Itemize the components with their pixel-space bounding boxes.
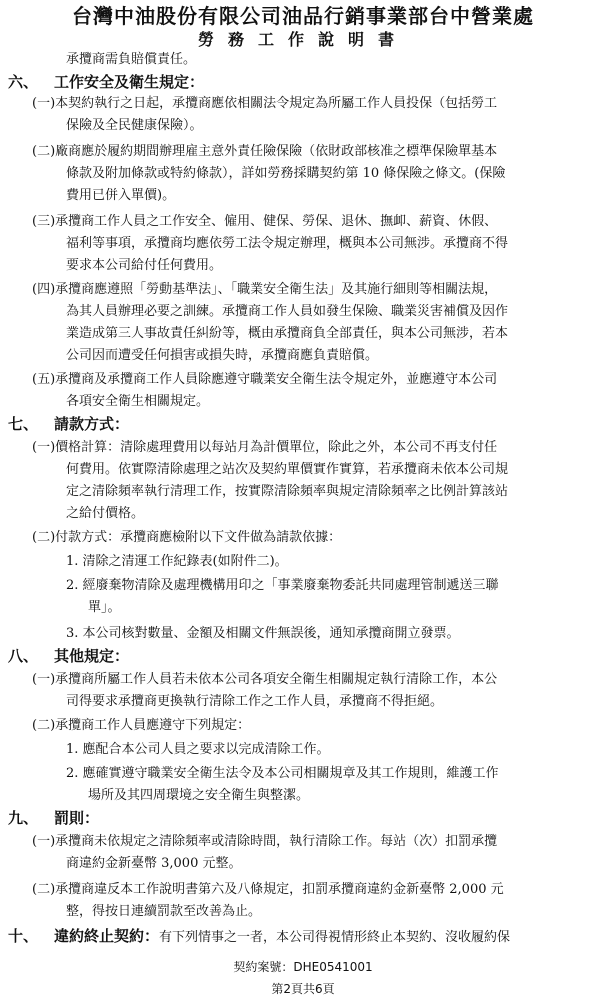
section-heading-8 [8,646,129,666]
list-item: (三)承攬商工作人員之工作安全、僱用、健保、勞保、退休、撫卹、薪資、休假、 [32,214,498,229]
text-line: 單」。 [88,600,121,615]
list-item: (二)承攬商違反本工作說明書第六及八條規定，扣罰承攬商違約金新臺幣 2,000 元 [32,882,504,897]
text-line: 各項安全衛生相關規定。 [66,394,210,409]
text-line: 之給付價格。 [66,506,145,521]
section-title: 請款方式： [54,415,130,433]
section-heading-10 [8,926,510,948]
sub-list-item: 1. 清除之清運工作紀錄表(如附件二)。 [66,554,288,569]
text-line: 為其人員辦理必要之訓練。承攬商工作人員如發生保險、職業災害補償及因作 [66,304,509,319]
document-title: 台灣中油股份有限公司油品行銷事業部台中營業處 [72,4,534,28]
sub-list-item: 2. 經廢棄物清除及處理機構用印之「事業廢棄物委託共同處理管制遞送三聯 [66,578,499,593]
section-number: 十、 [8,927,39,945]
sub-list-item: 1. 應配合本公司人員之要求以完成清除工作。 [66,742,330,757]
list-item: (二)廠商應於履約期間辦理雇主意外責任險保險（依財政部核准之標準保險單基本 [32,144,498,159]
text-line: 何費用。依實際清除處理之站次及契約單價實作實算，若承攬商未依本公司規 [66,462,509,477]
sub-list-item: 3. 本公司核對數量、金額及相關文件無誤後，通知承攬商開立發票。 [66,626,460,641]
section-number: 七、 [8,415,39,433]
list-item: (二)付款方式：承攬商應檢附以下文件做為請款依據： [32,530,342,545]
text-line: 場所及其四周環境之安全衛生與整潔。 [88,788,310,803]
text-line: 條款及附加條款或特約條款），詳如勞務採購契約第 10 條保險之條文。(保險 [66,166,506,181]
text-line: 有下列情事之一者，本公司得視情形終止本契約、沒收履約保 [159,930,511,945]
document-subtitle: 勞務工作說明書 [197,30,408,49]
list-item: (五)承攬商及承攬商工作人員除應遵守職業安全衛生法令規定外，並應遵守本公司 [32,372,498,387]
text-line: 業造成第三人事故責任糾紛等，概由承攬商負全部責任，與本公司無涉，若本 [66,326,509,341]
section-number: 九、 [8,809,39,827]
text-line: 承攬商需負賠償責任。 [66,52,197,67]
text-line: 整，得按日連續罰款至改善為止。 [66,904,262,919]
section-heading-7 [8,414,129,434]
text-line: 公司因而遭受任何損害或損失時，承攬商應負責賠償。 [66,348,379,363]
text-line: 保險及全民健康保險）。 [66,118,203,133]
contract-number: 契約案號：DHE0541001 [233,960,373,974]
section-title: 工作安全及衛生規定： [54,73,205,91]
section-number: 八、 [8,647,39,665]
text-line: 定之清除頻率執行清理工作，按實際清除頻率與規定清除頻率之比例計算該站 [66,484,509,499]
section-number: 六、 [8,73,39,91]
section-title: 罰則： [54,809,100,827]
text-line: 要求本公司給付任何費用。 [66,258,223,273]
list-item: (二)承攬商工作人員應遵守下列規定： [32,718,251,733]
list-item: (一)本契約執行之日起，承攬商應依相關法令規定為所屬工作人員投保（包括勞工 [32,96,498,111]
section-heading-9 [8,808,99,828]
list-item: (四)承攬商應遵照「勞動基準法」、「職業安全衛生法」及其施行細則等相關法規， [32,282,498,297]
text-line: 福利等事項，承攬商均應依勞工法令規定辦理，概與本公司無涉。承攬商不得 [66,236,509,251]
list-item: (一)價格計算：清除處理費用以每站月為計價單位，除此之外，本公司不再支付任 [32,440,498,455]
text-line: 費用已併入單價)。 [66,188,176,203]
section-heading-6 [8,72,204,92]
section-title: 其他規定： [54,647,130,665]
section-title: 違約終止契約： [54,927,160,945]
text-line: 商違約金新臺幣 3,000 元整。 [66,856,242,871]
page-number: 第2頁共6頁 [271,982,335,996]
sub-list-item: 2. 應確實遵守職業安全衛生法令及本公司相關規章及其工作規則，維護工作 [66,766,499,781]
list-item: (一)承攬商未依規定之清除頻率或清除時間，執行清除工作。每站（次）扣罰承攬 [32,834,498,849]
text-line: 司得要求承攬商更換執行清除工作之工作人員，承攬商不得拒絕。 [66,694,444,709]
list-item: (一)承攬商所屬工作人員若未依本公司各項安全衛生相關規定執行清除工作，本公 [32,672,498,687]
